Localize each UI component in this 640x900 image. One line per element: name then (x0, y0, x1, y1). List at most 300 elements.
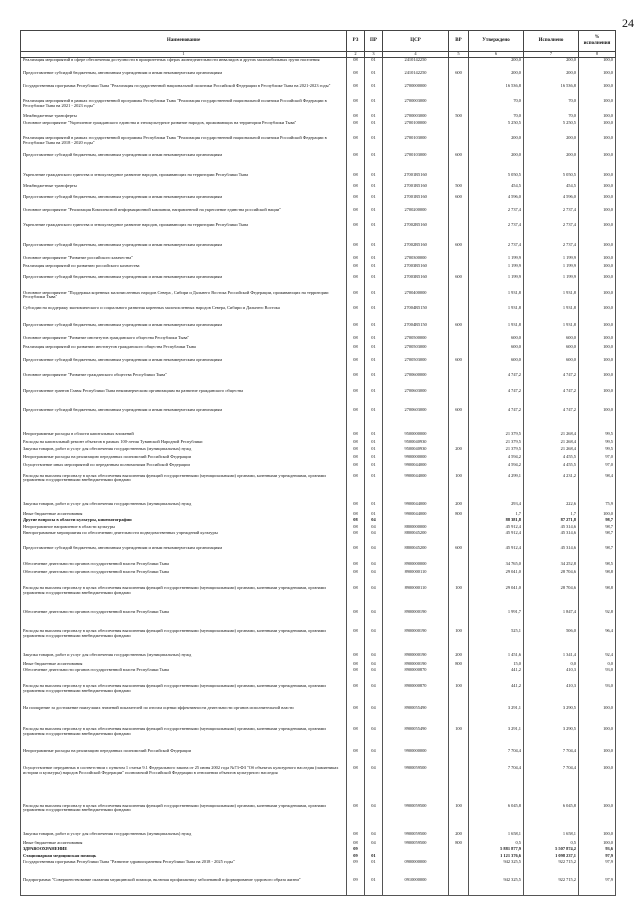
row-percent: 97,9 (579, 860, 616, 877)
row-vr: 200 (449, 653, 469, 662)
row-executed: 1 199,9 (524, 275, 579, 290)
row-rz: 08 (347, 173, 365, 184)
row-vr: 100 (449, 684, 469, 706)
row-executed: 3 290,5 (524, 727, 579, 749)
row-name: Основное мероприятие "Укрепление гражданского единства и этнокультурное развитие народов, проживающих на территории Республики Тыва" (21, 121, 347, 136)
row-vr (449, 58, 469, 71)
row-percent: 100,0 (579, 99, 616, 114)
row-percent: 100,0 (579, 195, 616, 208)
row-executed: 600,0 (524, 336, 579, 345)
row-approved: 293,4 (469, 502, 524, 512)
table-row (21, 195, 616, 208)
row-executed: 3 290,5 (524, 706, 579, 728)
header-number: 8 (579, 52, 616, 58)
row-vr (449, 84, 469, 99)
row-csr: 9500040930 (383, 440, 449, 448)
table-row (21, 562, 616, 571)
row-approved: 2 737,4 (469, 208, 524, 223)
row-executed: 6 045,8 (524, 804, 579, 832)
row-approved: 70,0 (469, 114, 524, 121)
header-name: Наименование (21, 31, 347, 52)
row-executed: 1 931,8 (524, 306, 579, 323)
row-name: Обеспечение деятельности органов государственной власти Республики Тыва (21, 570, 347, 585)
row-pr: 01 (365, 58, 383, 71)
row-csr: 2700603000 (383, 408, 449, 432)
table-row (21, 256, 616, 265)
row-pr: 01 (365, 389, 383, 409)
row-percent: 99,5 (579, 447, 616, 455)
header-csr: ЦСР (383, 31, 449, 52)
row-percent: 92,4 (579, 653, 616, 662)
row-pr: 01 (365, 345, 383, 358)
row-pr: 04 (365, 562, 383, 571)
row-pr: 04 (365, 684, 383, 706)
row-pr: 04 (365, 832, 383, 841)
row-approved: 70,0 (469, 99, 524, 114)
table-row (21, 358, 616, 373)
row-name: Укрепление гражданского единства и этнокультурное развитие народов, проживающих на территории Республики Тыва (21, 223, 347, 243)
row-csr: 2700003000 (383, 99, 449, 114)
row-csr: 2700200000 (383, 208, 449, 223)
row-name: Непрограммные расходы в области капитальных вложений (21, 432, 347, 440)
row-name: Укрепление гражданского единства и этнокультурное развитие народов, проживающих на территории Республики Тыва (21, 173, 347, 184)
row-csr: 9900059500 (383, 766, 449, 803)
row-pr: 01 (365, 173, 383, 184)
row-executed: 410,3 (524, 668, 579, 683)
row-executed: 0,0 (524, 662, 579, 669)
header-number: 5 (449, 52, 469, 58)
row-percent: 93,6 (579, 847, 616, 854)
row-executed: 70,0 (524, 114, 579, 121)
row-percent: 92,8 (579, 610, 616, 630)
row-pr: 04 (365, 525, 383, 532)
row-rz: 08 (347, 502, 365, 512)
row-rz: 08 (347, 562, 365, 571)
table-row (21, 766, 616, 803)
row-pr: 01 (365, 275, 383, 290)
row-executed: 1 341,4 (524, 653, 579, 662)
row-vr (449, 256, 469, 265)
row-vr (449, 345, 469, 358)
row-name: Основное мероприятие "Развитие российского казачества" (21, 256, 347, 265)
row-rz: 08 (347, 832, 365, 841)
row-name: Непрограммные расходы на реализацию переданных полномочий Российской Федерации (21, 749, 347, 766)
row-name: Обеспечение деятельности органов государственной власти Республики Тыва (21, 610, 347, 630)
row-rz: 08 (347, 121, 365, 136)
row-name: Расходы на выплаты персоналу в целях обеспечения выполнения функций государственными (муниципальными) органами, казенными учреждениями, органами управления государственными внебюджетными фондами (21, 727, 347, 749)
row-executed: 1 199,9 (524, 256, 579, 265)
row-approved: 4 596,0 (469, 195, 524, 208)
row-csr: 9900059500 (383, 841, 449, 848)
row-pr: 01 (365, 336, 383, 345)
table-header (21, 31, 616, 58)
row-vr: 800 (449, 841, 469, 848)
row-vr (449, 562, 469, 571)
row-approved: 6 045,8 (469, 804, 524, 832)
row-executed: 200,0 (524, 58, 579, 71)
row-name: Расходы на выплаты персоналу в целях обеспечения выполнения функций государственными (муниципальными) органами, казенными учреждениями, органами управления государственными внебюджетными фондами (21, 684, 347, 706)
row-percent: 100,0 (579, 121, 616, 136)
row-csr: 2700300000 (383, 256, 449, 265)
row-percent: 100,0 (579, 306, 616, 323)
row-pr: 01 (365, 264, 383, 275)
row-percent: 96,4 (579, 629, 616, 653)
row-csr: 8900000110 (383, 586, 449, 610)
row-approved: 15,0 (469, 662, 524, 669)
row-pr: 04 (365, 749, 383, 766)
row-pr: 01 (365, 447, 383, 455)
row-csr: 8900000870 (383, 668, 449, 683)
header-number: 1 (21, 52, 347, 58)
row-name: Субсидии на поддержку экономического и социального развития коренных малочисленных народов Севера, Сибири и Дальнего Востока (21, 306, 347, 323)
row-pr: 01 (365, 440, 383, 448)
row-executed: 70,0 (524, 99, 579, 114)
row-percent: 100,0 (579, 373, 616, 388)
row-executed: 28 704,6 (524, 570, 579, 585)
row-name: Межбюджетные трансферты (21, 184, 347, 195)
row-csr: 27003R5160 (383, 275, 449, 290)
table-row (21, 336, 616, 345)
row-percent: 100,0 (579, 173, 616, 184)
row-rz: 08 (347, 525, 365, 532)
table-row (21, 463, 616, 474)
row-pr: 04 (365, 706, 383, 728)
row-pr: 01 (365, 184, 383, 195)
row-csr: 27001R5160 (383, 173, 449, 184)
row-name: Непрограммное направление в области культуры (21, 525, 347, 532)
row-csr: 2700400000 (383, 291, 449, 306)
row-percent: 98,8 (579, 586, 616, 610)
row-pr: 01 (365, 502, 383, 512)
row-percent: 100,0 (579, 256, 616, 265)
row-rz: 08 (347, 358, 365, 373)
row-name: Предоставление субсидий бюджетным, автономным учреждениям и иным некоммерческим организациям (21, 358, 347, 373)
row-rz: 08 (347, 114, 365, 121)
row-name: ЗДРАВООХРАНЕНИЕ (21, 847, 347, 854)
row-pr: 01 (365, 99, 383, 114)
row-percent: 100,0 (579, 84, 616, 99)
row-percent: 98,5 (579, 562, 616, 571)
row-pr: 04 (365, 668, 383, 683)
row-name: Закупка товаров, работ и услуг для обеспечения государственных (муниципальных) нужд (21, 832, 347, 841)
row-rz: 08 (347, 291, 365, 306)
row-executed: 2 737,4 (524, 208, 579, 223)
row-vr: 600 (449, 323, 469, 336)
table-row (21, 389, 616, 409)
row-name: Межбюджетные трансферты (21, 114, 347, 121)
row-approved: 3 291,1 (469, 727, 524, 749)
row-name: Предоставление субсидий бюджетным, автономным учреждениям и иным некоммерческим организациям (21, 243, 347, 256)
row-csr: 8900055490 (383, 706, 449, 728)
row-executed: 7 704,4 (524, 749, 579, 766)
row-percent: 100,0 (579, 223, 616, 243)
row-executed: 200,0 (524, 153, 579, 173)
row-percent: 100,0 (579, 153, 616, 173)
header-number: 7 (524, 52, 579, 58)
row-rz: 08 (347, 749, 365, 766)
row-pr: 04 (365, 531, 383, 546)
table-row (21, 474, 616, 502)
row-percent: 99,5 (579, 440, 616, 448)
row-executed: 1,7 (524, 512, 579, 519)
table-row (21, 668, 616, 683)
row-rz: 08 (347, 518, 365, 525)
row-csr: 2410142250 (383, 71, 449, 84)
header-number: 3 (365, 52, 383, 58)
row-csr: 8900000190 (383, 662, 449, 669)
row-rz: 08 (347, 531, 365, 546)
table-row (21, 275, 616, 290)
row-approved: 1,7 (469, 512, 524, 519)
row-vr: 600 (449, 71, 469, 84)
row-approved: 0,5 (469, 841, 524, 848)
row-csr: 9500000000 (383, 432, 449, 440)
row-rz: 08 (347, 668, 365, 683)
row-name: Расходы на выплаты персоналу в целях обеспечения выполнения функций государственными (муниципальными) органами, казенными учреждениями, органами управления государственными внебюджетными фондами (21, 474, 347, 502)
row-approved: 200,0 (469, 153, 524, 173)
table-row (21, 610, 616, 630)
row-approved: 21 379,5 (469, 432, 524, 440)
header-number: 4 (383, 52, 449, 58)
row-vr (449, 455, 469, 463)
row-percent: 97,9 (579, 878, 616, 896)
row-pr: 01 (365, 323, 383, 336)
table-row (21, 531, 616, 546)
row-pr: 04 (365, 610, 383, 630)
row-rz: 08 (347, 610, 365, 630)
header-executed: Исполнено (524, 31, 579, 52)
row-name: Предоставление субсидий бюджетным, автономным учреждениям и иным некоммерческим организациям (21, 275, 347, 290)
row-approved: 1 931,8 (469, 306, 524, 323)
row-name: Закупка товаров, работ и услуг для обеспечения государственных (муниципальных) нужд (21, 502, 347, 512)
row-csr: 27003R5160 (383, 264, 449, 275)
row-vr (449, 136, 469, 153)
row-name: Расходы на выплаты персоналу в целях обеспечения выполнения функций государственными (муниципальными) органами, казенными учреждениями, органами управления государственными внебюджетными фондами (21, 586, 347, 610)
header-number: 6 (469, 52, 524, 58)
row-rz: 08 (347, 306, 365, 323)
table-row (21, 629, 616, 653)
row-pr: 04 (365, 629, 383, 653)
row-pr: 01 (365, 208, 383, 223)
row-executed: 5 250,5 (524, 121, 579, 136)
row-approved: 29 041,0 (469, 586, 524, 610)
row-vr (449, 208, 469, 223)
row-name: Основное мероприятие "Реализация Комплексной информационной кампании, направленной на укрепление единства российской нации" (21, 208, 347, 223)
table-body (21, 58, 616, 896)
row-percent: 100,0 (579, 291, 616, 306)
row-csr: 2700003000 (383, 114, 449, 121)
row-percent: 100,0 (579, 389, 616, 409)
row-executed: 21 268,4 (524, 432, 579, 440)
row-executed: 1 847,4 (524, 610, 579, 630)
row-rz: 09 (347, 847, 365, 854)
row-executed: 922 715,2 (524, 860, 579, 877)
row-percent: 98,7 (579, 518, 616, 525)
row-approved: 200,0 (469, 58, 524, 71)
row-csr: 8900000870 (383, 684, 449, 706)
row-pr: 01 (365, 854, 383, 861)
row-pr: 01 (365, 223, 383, 243)
row-executed: 21 268,4 (524, 447, 579, 455)
row-name: Другие вопросы в области культуры, кинематографии (21, 518, 347, 525)
row-executed: 0,5 (524, 841, 579, 848)
row-vr: 800 (449, 512, 469, 519)
row-approved: 2 737,4 (469, 243, 524, 256)
row-executed: 34 252,8 (524, 562, 579, 571)
row-csr: 9900044000 (383, 474, 449, 502)
row-csr: 8900000190 (383, 610, 449, 630)
table-row (21, 121, 616, 136)
row-rz: 08 (347, 455, 365, 463)
row-rz: 08 (347, 195, 365, 208)
row-vr: 500 (449, 184, 469, 195)
row-approved: 16 536,8 (469, 84, 524, 99)
row-name: Непрограммные расходы на реализацию переданных полномочий Российской Федерации (21, 455, 347, 463)
row-csr: 9500040930 (383, 447, 449, 455)
row-percent: 100,0 (579, 114, 616, 121)
row-vr: 600 (449, 153, 469, 173)
row-pr: 01 (365, 463, 383, 474)
row-approved: 1 199,9 (469, 275, 524, 290)
row-rz: 08 (347, 447, 365, 455)
row-rz: 08 (347, 389, 365, 409)
row-name: Иные бюджетные ассигнования (21, 512, 347, 519)
row-rz: 08 (347, 727, 365, 749)
row-executed: 28 704,6 (524, 586, 579, 610)
row-percent: 100,0 (579, 136, 616, 153)
row-percent: 100,0 (579, 243, 616, 256)
row-approved: 942 325,5 (469, 860, 524, 877)
row-percent: 97,0 (579, 463, 616, 474)
table-row (21, 136, 616, 153)
table-row (21, 99, 616, 114)
table-row (21, 323, 616, 336)
row-vr: 600 (449, 408, 469, 432)
row-approved: 4 747,2 (469, 408, 524, 432)
row-pr: 01 (365, 512, 383, 519)
row-vr: 600 (449, 358, 469, 373)
row-rz: 08 (347, 84, 365, 99)
row-vr (449, 223, 469, 243)
row-rz: 08 (347, 208, 365, 223)
table-row (21, 373, 616, 388)
header-percent: % исполнения (579, 31, 616, 52)
row-pr: 04 (365, 586, 383, 610)
row-rz: 08 (347, 766, 365, 803)
row-executed: 1 199,9 (524, 264, 579, 275)
row-name: Расходы на выплаты персоналу в целях обеспечения выполнения функций государственными (муниципальными) органами, казенными учреждениями, органами управления государственными внебюджетными фондами (21, 629, 347, 653)
table-row (21, 153, 616, 173)
row-executed: 4 231,2 (524, 474, 579, 502)
row-name: Предоставление грантов Главы Республики Тыва некоммерческим организациям на развитие гражданского общества (21, 389, 347, 409)
row-percent: 100,0 (579, 264, 616, 275)
row-rz: 08 (347, 546, 365, 561)
row-name: Предоставление субсидий бюджетным, автономным учреждениям и иным некоммерческим организациям (21, 195, 347, 208)
row-vr (449, 860, 469, 877)
table-row (21, 455, 616, 463)
row-pr: 01 (365, 455, 383, 463)
row-percent: 100,0 (579, 323, 616, 336)
row-rz: 08 (347, 586, 365, 610)
table-row (21, 586, 616, 610)
table-row (21, 71, 616, 84)
row-percent: 100,0 (579, 184, 616, 195)
row-vr (449, 291, 469, 306)
row-pr: 01 (365, 243, 383, 256)
row-vr: 100 (449, 727, 469, 749)
row-rz: 08 (347, 662, 365, 669)
table-row (21, 749, 616, 766)
row-csr: 9900059500 (383, 804, 449, 832)
row-percent: 100,0 (579, 512, 616, 519)
row-rz: 08 (347, 570, 365, 585)
row-csr: 27002R5160 (383, 243, 449, 256)
row-name: Основное мероприятие "Поддержка коренных малочисленных народов Севера , Сибири и Дальнего Востока Российской Федерации, проживающих на территории Республики Тыва" (21, 291, 347, 306)
row-percent: 100,0 (579, 832, 616, 841)
row-rz: 08 (347, 275, 365, 290)
table-row (21, 502, 616, 512)
table-row (21, 84, 616, 99)
table-row (21, 706, 616, 728)
row-approved: 4 594,2 (469, 463, 524, 474)
row-approved: 4 747,2 (469, 373, 524, 388)
row-percent: 100,0 (579, 841, 616, 848)
row-percent: 100,0 (579, 71, 616, 84)
row-rz: 08 (347, 243, 365, 256)
row-vr: 200 (449, 502, 469, 512)
row-rz: 08 (347, 653, 365, 662)
row-rz: 08 (347, 345, 365, 358)
row-csr: 2700000000 (383, 84, 449, 99)
row-executed: 1 098 237,1 (524, 854, 579, 861)
row-name: Реализация мероприятий в рамках государственной программы Республики Тыва "Реализация государственной национальной политики Российской Федерации в Республике Тыва на 2021 - 2023 годы" (21, 99, 347, 114)
row-csr: 9900000000 (383, 749, 449, 766)
row-pr: 01 (365, 408, 383, 432)
row-rz: 09 (347, 854, 365, 861)
row-name: Предоставление субсидий бюджетным, автономным учреждениям и иным некоммерческим организациям (21, 323, 347, 336)
row-rz: 08 (347, 408, 365, 432)
row-name: Осуществление иных мероприятий по переданным полномочиям Российской Федерации (21, 463, 347, 474)
row-rz: 08 (347, 463, 365, 474)
row-pr: 04 (365, 518, 383, 525)
row-approved: 1 199,9 (469, 256, 524, 265)
row-percent: 100,0 (579, 706, 616, 728)
row-rz: 08 (347, 58, 365, 71)
row-pr: 04 (365, 841, 383, 848)
row-executed: 222,6 (524, 502, 579, 512)
row-csr: 2700100000 (383, 121, 449, 136)
row-executed: 454,5 (524, 184, 579, 195)
row-percent: 100,0 (579, 208, 616, 223)
row-approved: 600,0 (469, 358, 524, 373)
table-row (21, 291, 616, 306)
row-name: Обеспечение деятельности органов государственной власти Республики Тыва (21, 562, 347, 571)
row-approved: 3 291,1 (469, 706, 524, 728)
row-percent: 98,4 (579, 474, 616, 502)
row-pr: 01 (365, 256, 383, 265)
row-csr: 9900044000 (383, 512, 449, 519)
row-csr: 9900000000 (383, 455, 449, 463)
row-name: Расходы на выплаты персоналу в целях обеспечения выполнения функций государственными (муниципальными) органами, казенными учреждениями, органами управления государственными внебюджетными фондами (21, 804, 347, 832)
row-csr: 2700103000 (383, 136, 449, 153)
row-executed: 4 455,5 (524, 463, 579, 474)
row-percent: 100,0 (579, 727, 616, 749)
row-csr: 2700503000 (383, 358, 449, 373)
row-percent: 100,0 (579, 766, 616, 803)
row-pr: 01 (365, 71, 383, 84)
table-row (21, 264, 616, 275)
row-vr (449, 878, 469, 896)
